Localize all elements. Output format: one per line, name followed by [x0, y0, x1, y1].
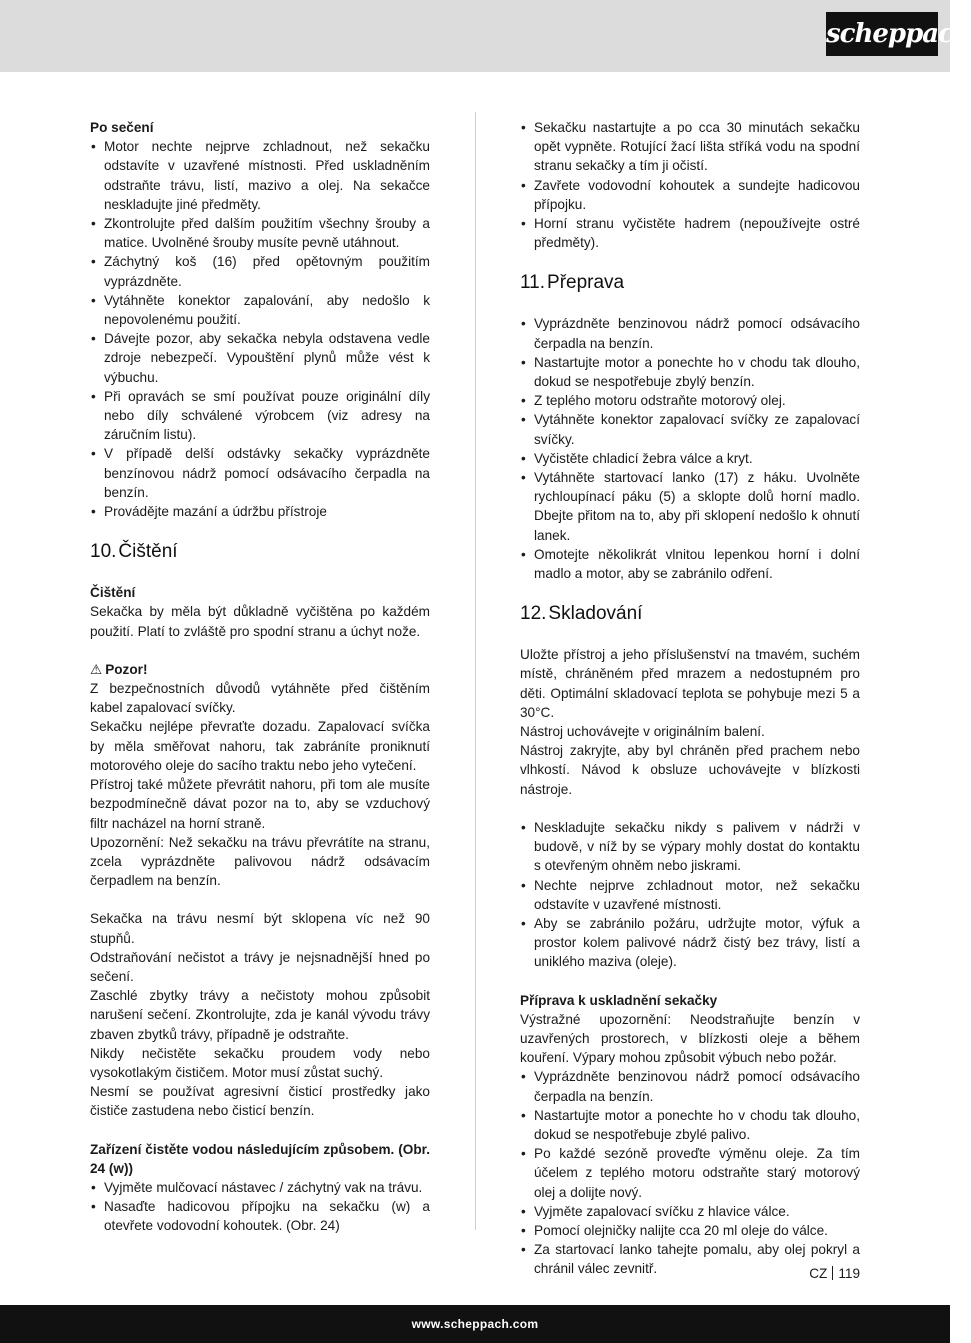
priprava-list: [520, 1067, 860, 1278]
priprava-heading: Příprava k uskladnění sekačky: [520, 992, 718, 1008]
section-12-heading: [520, 603, 860, 625]
water-cleaning-heading: Zařízení čistěte vodou následujícím způsobem. (Obr. 24 (w)): [90, 1141, 430, 1176]
left-column: [90, 118, 430, 1236]
paragraph: Odstraňování nečistot a trávy je nejsnadnější hned po sečení.: [90, 949, 430, 984]
list-item: • Motor nechte nejprve zchladnout, než sekačku odstavíte v uzavřené místnosti. Před uskladněním odstraňte trávu, listí, mazivo a olej. Na sekačce neskladujte jiné předměty.: [90, 137, 430, 214]
section-number: 10.: [90, 541, 117, 563]
list-item: • Zkontrolujte před dalším použitím všechny šrouby a matice. Uvolněné šrouby musíte pevně utáhnout.: [90, 214, 430, 252]
paragraph: Nesmí se používat agresivní čisticí prostředky jako čističe zastudena nebo čisticí benzín.: [90, 1084, 430, 1119]
list-item: • Pomocí olejničky nalijte cca 20 ml oleje do válce.: [520, 1221, 860, 1240]
paragraph: Nikdy nečistěte sekačku proudem vody nebo vysokotlakým čističem. Motor musí zůstat suchý.: [90, 1045, 430, 1080]
column-divider: [475, 112, 476, 1230]
pozor-title: Pozor!: [105, 661, 148, 677]
paragraph: Sekačku nejlépe převraťte dozadu. Zapalovací svíčka by měla směřovat nahoru, tak zabráníte proniknutí motorového oleje do sacího traktu nebo jeho vytečení.: [90, 719, 430, 773]
header-bar: [0, 0, 971, 72]
section-10-heading: [90, 541, 430, 563]
preprava-list: [520, 314, 860, 583]
list-item: • Aby se zabránilo požáru, udržujte motor, výfuk a prostor kolem palivové nádrž čistý bez trávy, listí a uniklého maziva (oleje).: [520, 914, 860, 972]
list-item: • Vyčistěte chladicí žebra válce a kryt.: [520, 449, 860, 468]
list-item: • V případě delší odstávky sekačky vyprázdněte benzínovou nádrž pomocí odsávacího čerpadla na benzín.: [90, 444, 430, 502]
paragraph: Nástroj uchovávejte v originálním balení.: [520, 724, 765, 740]
list-item: • Horní stranu vyčistěte hadrem (nepoužívejte ostré předměty).: [520, 214, 860, 252]
list-item: • Při opravách se smí používat pouze originální díly nebo díly schválené výrobcem (viz adresy na záručním listu).: [90, 387, 430, 445]
footer-bar: [0, 1305, 950, 1343]
paragraph: Z bezpečnostních důvodů vytáhněte před čištěním kabel zapalovací svíčky.: [90, 681, 430, 716]
section-title: Skladování: [548, 603, 643, 625]
page-num: 119: [838, 1266, 860, 1281]
list-item: • Nastartujte motor a ponechte ho v chodu tak dlouho, dokud se nespotřebuje zbylý benzín.: [520, 353, 860, 391]
po-seceni-list: [90, 137, 430, 521]
list-item: • Sekačku nastartujte a po cca 30 minutách sekačku opět vypněte. Rotující žací lišta stříká vodu na spodní stranu sekačky a tím ji očistí.: [520, 118, 860, 176]
list-item: • Dávejte pozor, aby sekačka nebyla odstavena vedle zdroje nebezpečí. Vypouštění plynů může vést k výbuchu.: [90, 329, 430, 387]
cisteni-text: Sekačka by měla být důkladně vyčištěna po každém použití. Platí to zvláště pro spodní stranu a úchyt nože.: [90, 604, 430, 639]
paragraph: Upozornění: Než sekačku na trávu převrátíte na stranu, zcela vyprázdněte palivovou nádrž odsávacím čerpadlem na benzín.: [90, 834, 430, 889]
section-number: 12.: [520, 603, 547, 625]
list-item: • Z teplého motoru odstraňte motorový olej.: [520, 391, 860, 410]
list-item: • Vyjměte zapalovací svíčku z hlavice válce.: [520, 1202, 860, 1221]
list-item: • Vytáhněte startovací lanko (17) z háku. Uvolněte rychloupínací páku (5) a sklopte dolů horní madlo. Dbejte přitom na to, aby při sklopení nedošlo k ohnutí lanek.: [520, 468, 860, 545]
list-item: • Záchytný koš (16) před opětovným použitím vyprázdněte.: [90, 252, 430, 290]
section-title: Přeprava: [547, 272, 625, 294]
list-item: • Omotejte několikrát vlnitou lepenkou horní i dolní madlo a motor, aby se zabránilo odření.: [520, 545, 860, 583]
po-seceni-heading: Po sečení: [90, 120, 154, 135]
language-code: CZ: [809, 1266, 828, 1281]
list-item: • Neskladujte sekačku nikdy s palivem v nádrži v budově, v níž by se výpary mohly dostat do kontaktu s otevřeným ohněm nebo jiskrami.: [520, 818, 860, 876]
page-number: [809, 1265, 860, 1283]
cisteni-subheading: Čištění: [90, 585, 136, 601]
website-url: www.scheppach.com: [411, 1317, 539, 1331]
paragraph: Uložte přístroj a jeho příslušenství na tmavém, suchém místě, chráněném před mrazem a nedostupném pro děti. Optimální skladovací teplota se pohybuje mezi 5 a 30°C.: [520, 647, 860, 720]
section-number: 11.: [520, 272, 546, 294]
list-item: • Vytáhněte konektor zapalování, aby nedošlo k nepovolenému použití.: [90, 291, 430, 329]
priprava-text: Výstražné upozornění: Neodstraňujte benzín v uzavřených prostorech, v blízkosti oleje a během kouření. Výpary mohou způsobit výbuch nebo požár.: [520, 1011, 860, 1066]
list-item: • Zavřete vodovodní kohoutek a sundejte hadicovou přípojku.: [520, 176, 860, 214]
section-title: Čištění: [118, 541, 178, 563]
paragraph: Sekačka na trávu nesmí být sklopena víc než 90 stupňů.: [90, 911, 430, 946]
water-cleaning-list: [90, 1178, 430, 1236]
warning-icon: ⚠: [90, 661, 103, 677]
list-item: • Vyprázdněte benzinovou nádrž pomocí odsávacího čerpadla na benzín.: [520, 314, 860, 352]
list-item: • Nasaďte hadicovou přípojku na sekačku (w) a otevřete vodovodní kohoutek. (Obr. 24): [90, 1197, 430, 1235]
right-column: [520, 118, 860, 1279]
brand-logo: scheppach: [826, 12, 938, 56]
list-item: • Po každé sezóně proveďte výměnu oleje. Za tím účelem z teplého motoru odstraňte starý motorový olej a dolijte nový.: [520, 1144, 860, 1202]
separator: [832, 1266, 833, 1280]
skladovani-list: [520, 818, 860, 972]
pozor-heading: [90, 660, 430, 679]
water-cleaning-continued-list: [520, 118, 860, 252]
paragraph: Přístroj také můžete převrátit nahoru, při tom ale musíte bezpodmínečně dávat pozor na to, aby se vzduchový filtr nacházel na horní straně.: [90, 777, 430, 831]
paragraph: Nástroj zakryjte, aby byl chráněn před prachem nebo vlhkostí. Návod k obsluze uchovávejte v blízkosti nástroje.: [520, 743, 860, 797]
list-item: • Nastartujte motor a ponechte ho v chodu tak dlouho, dokud se nespotřebuje zbylé palivo.: [520, 1106, 860, 1144]
list-item: • Provádějte mazání a údržbu přístroje: [90, 502, 430, 521]
list-item: • Vytáhněte konektor zapalovací svíčky ze zapalovací svíčky.: [520, 410, 860, 448]
list-item: • Nechte nejprve zchladnout motor, než sekačku odstavíte v uzavřené místnosti.: [520, 876, 860, 914]
list-item: • Za startovací lanko tahejte pomalu, aby olej pokryl a chránil válec zevnitř.: [520, 1240, 860, 1278]
list-item: • Vyprázdněte benzinovou nádrž pomocí odsávacího čerpadla na benzín.: [520, 1067, 860, 1105]
paragraph: Zaschlé zbytky trávy a nečistoty mohou způsobit narušení sečení. Zkontrolujte, zda je kanál vývodu trávy zbaven zbytků trávy, případně je odstraňte.: [90, 988, 430, 1042]
list-item: • Vyjměte mulčovací nástavec / záchytný vak na trávu.: [90, 1178, 430, 1197]
section-11-heading: [520, 272, 860, 294]
